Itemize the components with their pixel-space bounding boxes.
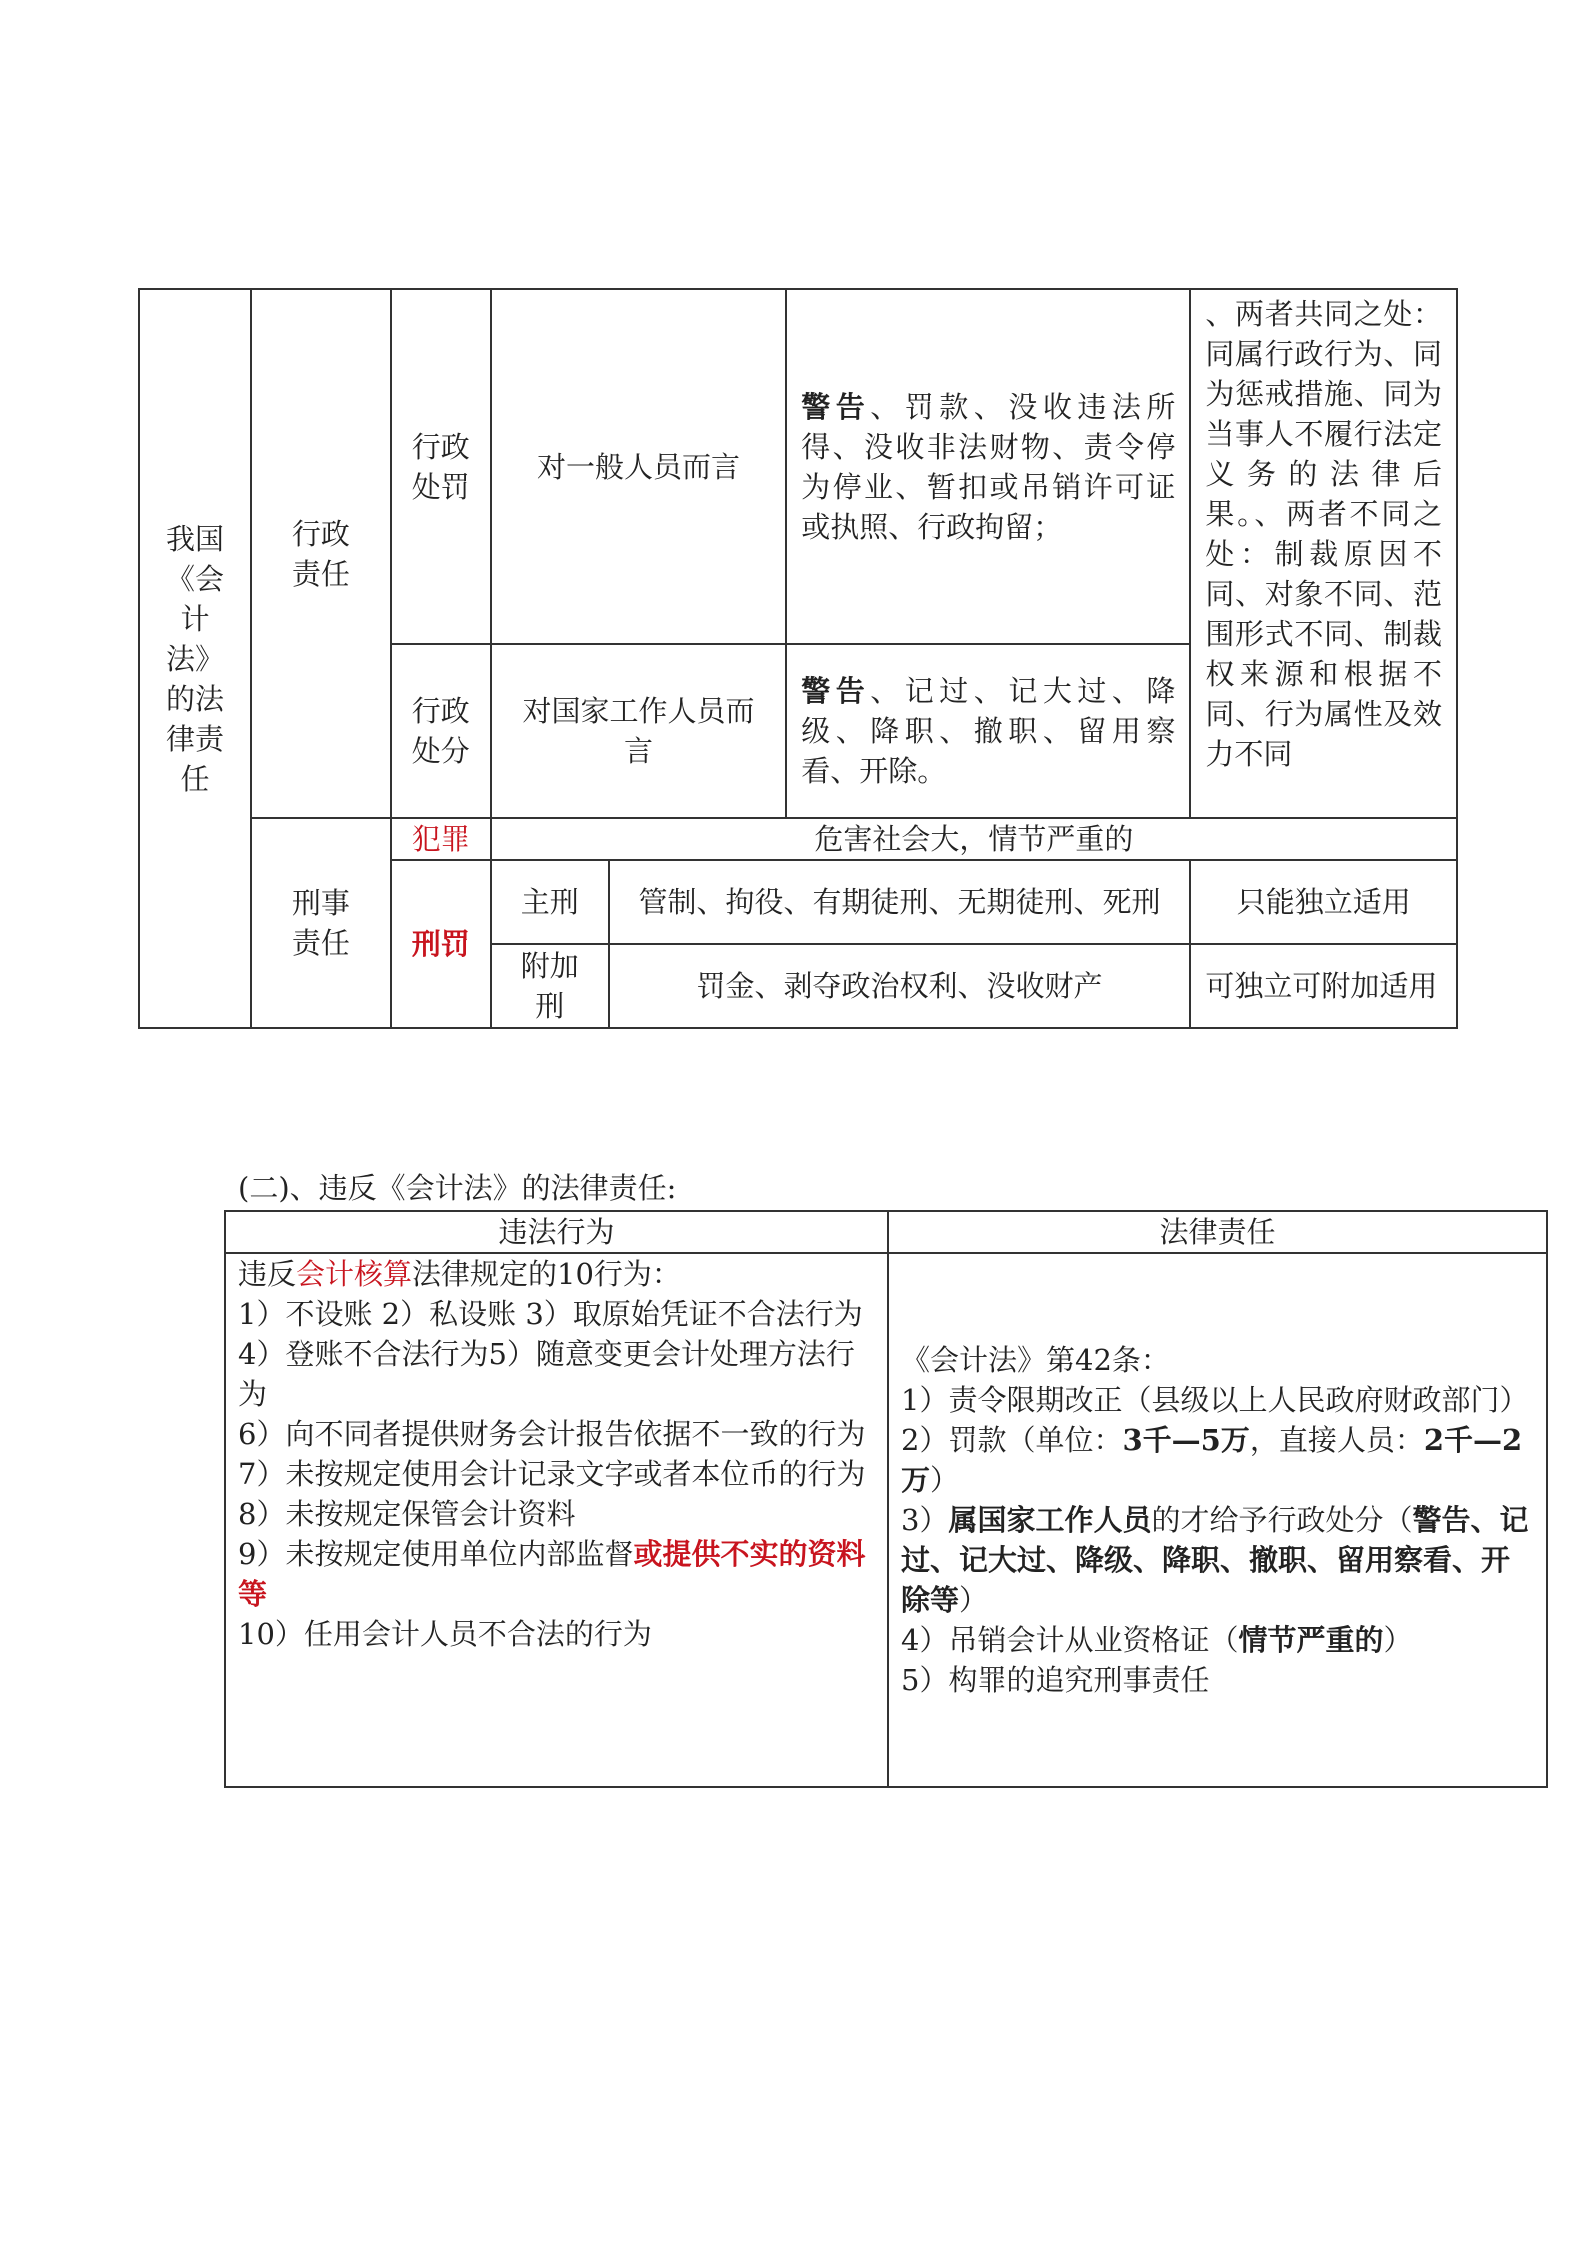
punishment-cell: 刑罚: [391, 860, 491, 1028]
main-penalty-note-cell: 只能独立适用: [1190, 860, 1457, 944]
main-penalty-desc-cell: 管制、拘役、有期徒刑、无期徒刑、死刑: [609, 860, 1191, 944]
supp-penalty-note-cell: 可独立可附加适用: [1190, 944, 1457, 1028]
behavior-intro: 违反会计核算法律规定的10行为：: [238, 1257, 681, 1291]
general-personnel-cell: 对一般人员而言: [491, 289, 786, 644]
list-item: 3）属国家工作人员的才给予行政处分（警告、记过、记大过、降级、降职、撤职、留用察看、开除等）: [901, 1503, 1529, 1617]
behavior-list-cell: [225, 1253, 888, 1787]
penalty-list-cell: 警告、罚款、没收违法所得、没收非法财物、责令停为停业、暂扣或吊销许可证或执照、行政拘留；: [786, 289, 1190, 644]
law-article: 《会计法》第42条：: [901, 1343, 1170, 1377]
list-item: 9）未按规定使用单位内部监督或提供不实的资料等: [238, 1537, 866, 1611]
list-item: 7）未按规定使用会计记录文字或者本位币的行为: [238, 1457, 866, 1491]
col-header-liability: 法律责任: [888, 1211, 1547, 1253]
supp-penalty-desc-cell: 罚金、剥夺政治权利、没收财产: [609, 944, 1191, 1028]
admin-sanction-cell: 行政处分: [391, 644, 491, 818]
list-item: 1）不设账 2）私设账 3）取原始凭证不合法行为: [238, 1297, 863, 1331]
admin-liability-cell: 行政责任: [251, 289, 391, 818]
supp-penalty-cell: 附加刑: [491, 944, 609, 1028]
criminal-liability-cell: 刑事责任: [251, 818, 391, 1028]
crime-desc-cell: 危害社会大，情节严重的: [491, 818, 1457, 860]
sanction-list-cell: 警告、记过、记大过、降级、降职、撤职、留用察看、开除。: [786, 644, 1190, 818]
list-item: 2）罚款（单位：3千—5万，直接人员：2千—2万）: [901, 1423, 1523, 1497]
list-item: 1）责令限期改正（县级以上人民政府财政部门）: [901, 1383, 1529, 1417]
crime-cell: 犯罪: [391, 818, 491, 860]
root-cell: 我国《会计法》的法律责任: [139, 289, 251, 1028]
liability-list-cell: [888, 1253, 1547, 1787]
section-title: (二)、违反《会计法》的法律责任:: [238, 1171, 677, 1205]
col-header-behavior: 违法行为: [225, 1211, 888, 1253]
comparison-cell: 、两者共同之处：同属行政行为、同为惩戒措施、同为当事人不履行法定义务的法律后果。、两者不同之处：制裁原因不同、对象不同、范围形式不同、制裁权来源和根据不同、行为属性及效力不同: [1190, 289, 1457, 818]
list-item: 6）向不同者提供财务会计报告依据不一致的行为: [238, 1417, 866, 1451]
list-item: 5）构罪的追究刑事责任: [901, 1663, 1210, 1697]
list-item: 10）任用会计人员不合法的行为: [238, 1617, 652, 1651]
list-item: 4）登账不合法行为5）随意变更会计处理方法行为: [238, 1337, 855, 1411]
admin-penalty-cell: 行政处罚: [391, 289, 491, 644]
violation-table: [224, 1210, 1548, 1788]
list-item: 8）未按规定保管会计资料: [238, 1497, 576, 1531]
list-item: 4）吊销会计从业资格证（情节严重的）: [901, 1623, 1413, 1657]
legal-liability-table: [138, 288, 1458, 1029]
main-penalty-cell: 主刑: [491, 860, 609, 944]
state-personnel-cell: 对国家工作人员而言: [491, 644, 786, 818]
